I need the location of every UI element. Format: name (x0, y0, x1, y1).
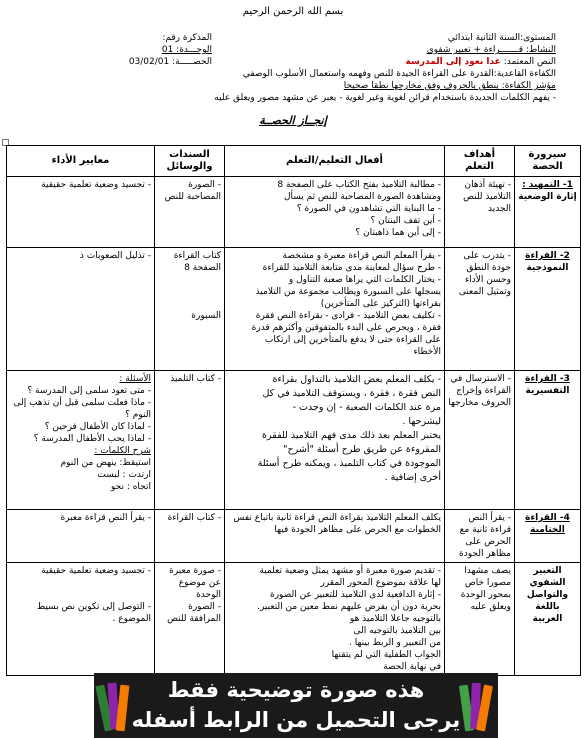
stage-cell: التعبير الشفوي والتواصل باللغة العربية (515, 563, 581, 676)
stage-cell: 4- القراءة الختامية (515, 510, 581, 563)
activities-cell: - تقديم صورة معبرة أو مشهد يمثل وضعية تعلمية لها علاقة بموضوع المحور المقرر - إثارة الدافعية لدى التلاميذ للتعبير عن الصورة بحرية دون أن يفرض عليهم نمط معين من التعبير. بالتوجيه جاعلا التلاميذ هو بين التلاميذ بالتوجيه الى من التعبير و الربط بينها . الجواب الطفلية التي لم يتقنها في نهاية الحصة (225, 563, 445, 676)
header-resources: السندات والوسائل (155, 146, 225, 177)
text-title: غدا نعود إلى المدرسة (405, 57, 501, 67)
memo-number: المذكرة رقم: (162, 33, 212, 43)
table-row (7, 177, 581, 248)
criteria-cell: - تذليل الصعوبات ذ (7, 248, 155, 371)
stage-cell: 1- التمهيد : إثارة الوضعية (515, 177, 581, 248)
text-label: النص المعتمد: (503, 57, 556, 67)
unit-number: الوحـــدة: 01 (161, 45, 212, 55)
books-icon (462, 677, 492, 733)
bismillah: بسم الله الرحمن الرحيم (242, 6, 344, 17)
activity-line: النشاط: قـــــــراءة + تعبير شفوي (426, 45, 556, 55)
resources-cell: كتاب القراءة الصفحة 8 السبورة (155, 248, 225, 371)
header-goals: أهداف التعلم (445, 146, 515, 177)
session-number: الحصـــــة: 03/02/01 (128, 57, 212, 67)
indicator-line-2: - يفهم الكلمات الجديدة باستخدام قرائن لغوية وغير لغوية - يعبر عن مشهد مصور ويعلق عليه (214, 93, 556, 103)
table-row (7, 248, 581, 371)
table-row (7, 510, 581, 563)
table-row (7, 563, 581, 676)
session-info (92, 32, 212, 68)
banner-line-1: هذه صورة توضيحية فقط (167, 678, 425, 702)
resources-cell: - صورة معبرة عن موضوع الوحدة - الصورة المرافقة للنص (155, 563, 225, 676)
banner-line-2: يرجى التحميل من الرابط أسفله (131, 708, 461, 732)
activities-cell: - مطالبة التلاميذ بفتح الكتاب على الصفحة 8 ومشاهدة الصورة المصاحبة للنص ثم يسأل - ما البناية التي تشاهدون في الصورة ؟ - أين تقف البنتان ؟ - إلى أين هما ذاهبتان ؟ (225, 177, 445, 248)
goals-cell: - الاسترسال في القراءة وإخراج الحروف مخارجها (445, 371, 515, 510)
indicator-line: مؤشر الكفاءة: ينطق بالحروف وفق مخارجها نطقا صحيحا (343, 81, 556, 91)
resources-cell: - الصورة المصاحبة للنص (155, 177, 225, 248)
goals-cell: - يقرأ النص قراءة ثانية مع الحرص على مظاهر الجودة (445, 510, 515, 563)
activities-cell: يكلف المعلم التلاميذ بقراءة النص قراءة ثانية باتباع نفس الخطوات مع الحرص على مظاهر الجودة فيها (225, 510, 445, 563)
criteria-cell: - تجسيد وضعية تعلمية حقيقية - التوصل إلى تكوين نص بسيط الموضوع . (7, 563, 155, 676)
header-activities: أفعال التعليم/التعلم (225, 146, 445, 177)
table-header-row (7, 146, 581, 177)
books-icon (100, 677, 130, 733)
competence-line: الكفاءة القاعدية:القدرة على القراءة الجيدة للنص وفهمه واستعمال الأسلوب الوصفي (242, 69, 556, 79)
header-stage: سيرورة الحصة (515, 146, 581, 177)
watermark-banner (94, 673, 498, 738)
criteria-cell: - يقرأ النص قراءة معبرة (7, 510, 155, 563)
lesson-plan-table (6, 145, 581, 676)
activities-cell: - يكلف المعلم بعض التلاميذ بالتداول بقراءة النص فقرة ، فقرة ، ويستوقف التلاميذ في كل مرة عند الكلمات الصعبة - إن وجدت - ليشرحها . يختبر المعلم بعد ذلك مدى فهم التلاميذ للفقرة المقروءة عن طريق طرح أسئلة "أشرح" الموجودة في كتاب التلميذ ، ويمكنه طرح أسئلة أخرى إضافية . (225, 371, 445, 510)
criteria-cell: الأسئلة : - متى تعود سلمى إلى المدرسة ؟ - ماذا فعلت سلمى قبل أن تذهب إلى النوم ؟ - لماذا كان الأطفال فرحين ؟ - لماذا يحب الأطفال المدرسة ؟ شرح الكلمات : استيقظ: ينهض من النوم ارتدت : لبست اتجاه : نحو (7, 371, 155, 510)
goals-cell: - يتدرب على جودة النطق وحسن الأداء وتمثيل المعنى (445, 248, 515, 371)
table-row (7, 371, 581, 510)
resources-cell: - كتاب التلميذ (155, 371, 225, 510)
stage-cell: 3- القراءة التفسيرية (515, 371, 581, 510)
section-title: إنجــاز الحصــة (259, 114, 327, 127)
header-criteria: معايير الأداء (7, 146, 155, 177)
criteria-cell: - تجسيد وضعية تعلمية حقيقية (7, 177, 155, 248)
resources-cell: - كتاب القراءة (155, 510, 225, 563)
level-line: المستوى:السنة الثانية ابتدائي (447, 33, 556, 43)
goals-cell: - تهيئة أذهان التلاميذ للنص الجديد (445, 177, 515, 248)
goals-cell: يصف مشهدا مصورا خاص بمحور الوحدة ويعلق عليه (445, 563, 515, 676)
activities-cell: - يقرأ المعلم النص قراءة معبرة و مشخصة - طرح سؤال لمعاينة مدى متابعة التلاميذ للقراءة - يختار الكلمات التي يراها صعبة التناول و يسجلها على السبورة ويطالب مجموعة من التلاميذ بقراءتها (التركيز على المتأخرين) - تكليف بعض التلاميذ - فرادى - بقراءة النص فقرة فقرة ، ويحرص على البدء بالمتفوقين وأكثرهم قدرة على القراءة حتى لا يدفع بالمتأخرين إلى ارتكاب الأخطاء (225, 248, 445, 371)
stage-cell: 2- القراءة النموذجية (515, 248, 581, 371)
